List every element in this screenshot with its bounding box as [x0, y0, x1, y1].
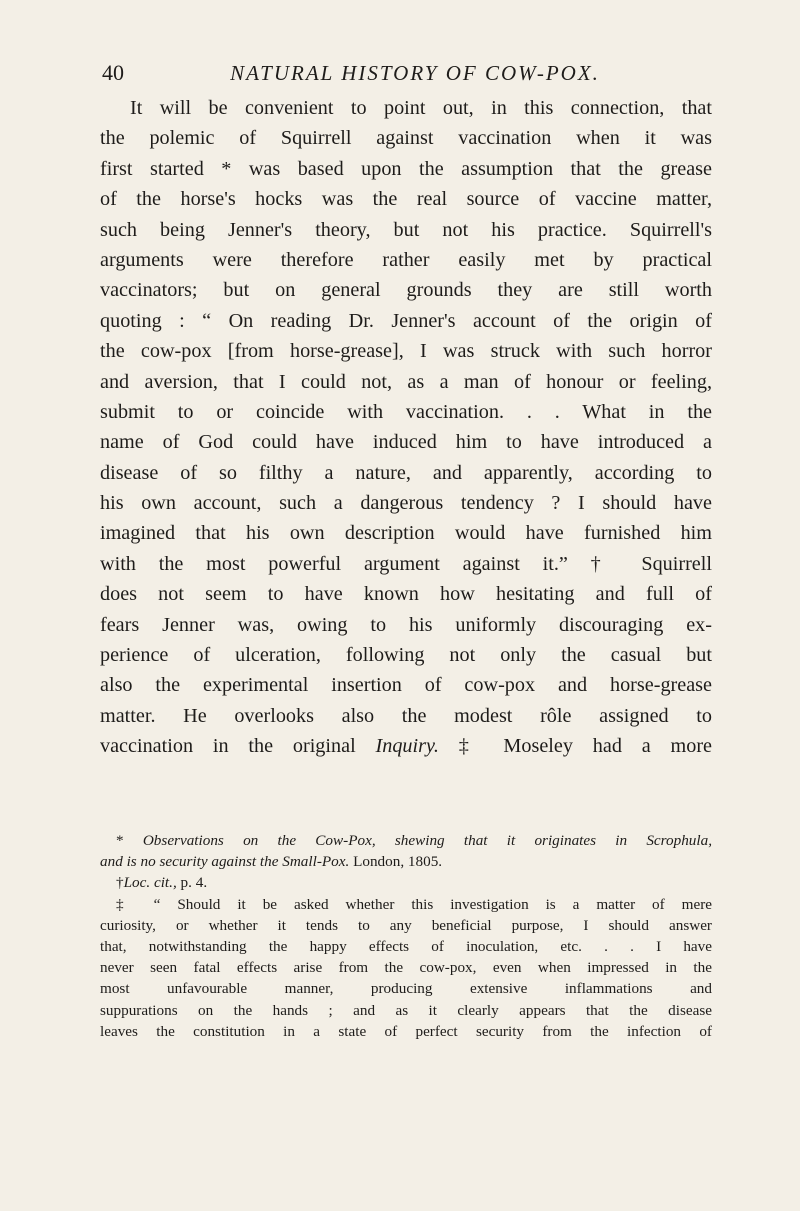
- body-line: and aversion, that I could not, as a man of honour or feeling,: [100, 370, 712, 393]
- body-line: It will be convenient to point out, in this connection, that: [130, 97, 712, 119]
- footnote-2-page: p. 4.: [180, 874, 208, 892]
- body-line: arguments were therefore rather easily met by practical: [100, 248, 712, 271]
- footnote-3-line: ‡ “ Should it be asked whether this investigation is a matter of mere: [116, 895, 712, 913]
- body-line: perience of ulceration, following not only the casual but: [100, 644, 712, 667]
- body-line: first started * was based upon the assumption that the grease: [100, 157, 712, 180]
- footnote-1-title-cont: and is no security against the Small-Pox.: [100, 853, 350, 871]
- body-line: of the horse's hocks was the real source of vaccine matter,: [100, 188, 712, 211]
- footnotes: [100, 830, 712, 1042]
- footnote-1-title: Observations on the Cow-Pox, shewing that it originates in Scrophula,: [142, 832, 713, 849]
- inquiry-title: Inquiry.: [375, 735, 439, 758]
- body-line: also the experimental insertion of cow-pox and horse-grease: [100, 674, 712, 697]
- body-line: the polemic of Squirrell against vaccination when it was: [100, 127, 712, 150]
- page-number: 40: [102, 60, 124, 85]
- footnote-1-line-1: [100, 830, 712, 851]
- footnote-3-line: curiosity, or whether it tends to any beneficial purpose, I should answer: [100, 916, 712, 934]
- body-line: quoting : “ On reading Dr. Jenner's account of the origin of: [100, 309, 712, 332]
- body-line: fears Jenner was, owing to his uniformly discouraging ex-: [100, 613, 712, 636]
- body-line: vaccinators; but on general grounds they are still worth: [100, 279, 712, 302]
- body-line-last-start: vaccination in the original: [100, 735, 356, 758]
- footnote-1-imprint: London, 1805.: [353, 853, 443, 871]
- footnote-3-line: that, notwithstanding the happy effects of inoculation, etc. . . I have: [100, 937, 712, 955]
- running-head: [100, 58, 710, 88]
- footnote-3-line: never seen fatal effects arise from the cow-pox, even when impressed in the: [100, 959, 712, 977]
- footnote-2-citation: Loc. cit.,: [123, 874, 177, 892]
- body-line: name of God could have induced him to have introduced a: [100, 431, 712, 454]
- body-line-last-end: ‡ Moseley had a more: [458, 735, 713, 758]
- body-line: submit to or coincide with vaccination. . . What in the: [100, 400, 712, 423]
- body-line: with the most powerful argument against it.” † Squirrell: [100, 552, 712, 575]
- body-line: such being Jenner's theory, but not his practice. Squirrell's: [100, 218, 712, 241]
- body-line: disease of so filthy a nature, and apparently, according to: [100, 461, 712, 484]
- body-line-last: [100, 731, 712, 761]
- body-line: matter. He overlooks also the modest rôle assigned to: [100, 704, 712, 727]
- footnote-2: [100, 872, 712, 893]
- footnote-3-line: most unfavourable manner, producing extensive inflammations and: [100, 980, 712, 998]
- body-line: his own account, such a dangerous tendency ? I should have: [100, 492, 712, 515]
- body-text: [100, 93, 712, 762]
- body-line: the cow-pox [from horse-grease], I was struck with such horror: [100, 340, 712, 363]
- body-line: imagined that his own description would have furnished him: [100, 522, 712, 545]
- footnote-3-line: suppurations on the hands ; and as it clearly appears that the disease: [100, 1001, 712, 1019]
- footnote-2-mark: †: [116, 874, 124, 892]
- footnote-3-line: leaves the constitution in a state of perfect security from the infection of: [100, 1022, 712, 1040]
- footnote-1-line-2: [100, 851, 712, 872]
- footnote-1-mark: *: [116, 832, 124, 849]
- body-line: does not seem to have known how hesitating and full of: [100, 583, 712, 606]
- running-title: NATURAL HISTORY OF COW-POX.: [230, 61, 600, 85]
